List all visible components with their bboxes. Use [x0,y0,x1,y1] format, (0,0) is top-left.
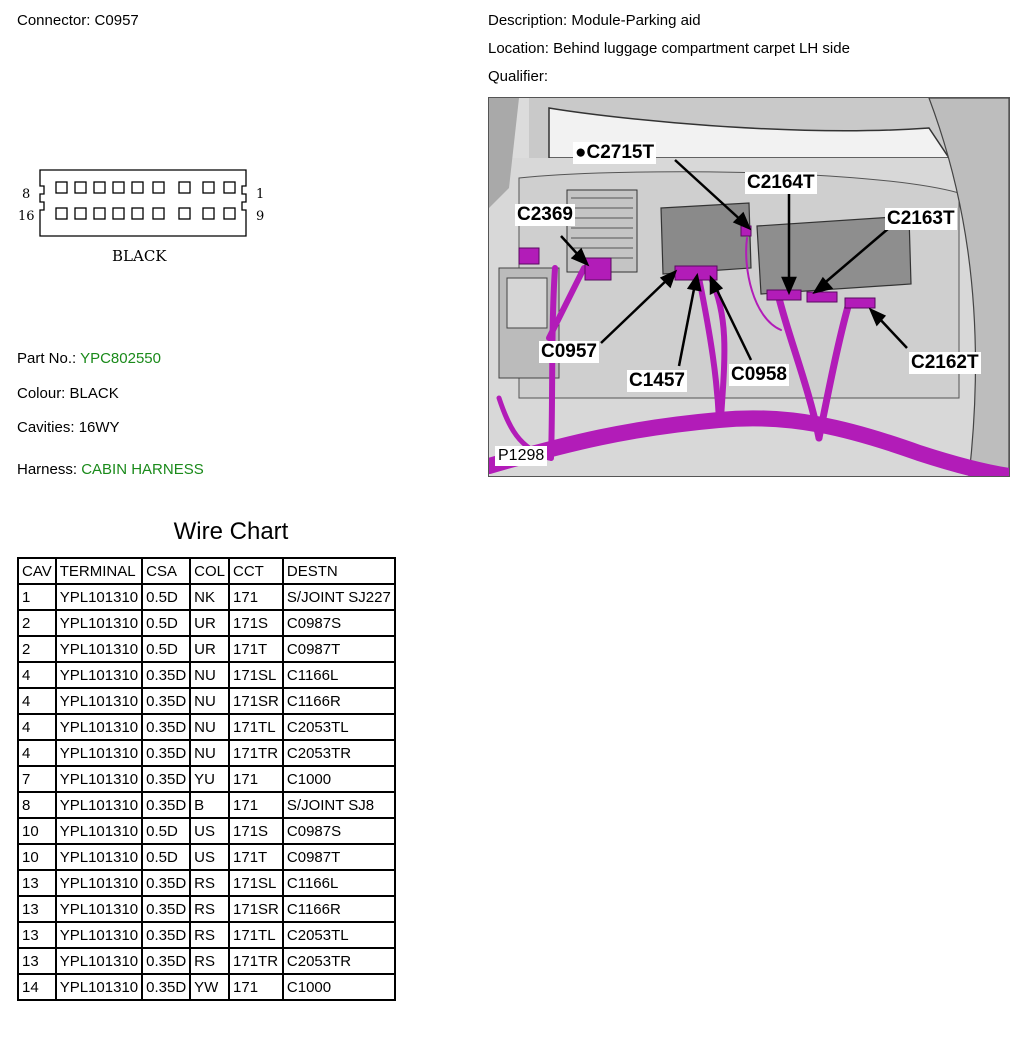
table-row [18,844,395,870]
harness-line [17,461,204,478]
cell-cav: 14 [18,974,56,1000]
pin-16-label: 16 [18,209,35,224]
cell-destn: C0987S [283,818,395,844]
callout-c2164t: C2164T [747,172,815,193]
cell-cav: 13 [18,896,56,922]
table-row [18,818,395,844]
connector-face-diagram [18,160,278,270]
cell-destn: C1166L [283,870,395,896]
qualifier-line [488,68,548,85]
part-no-label: Part No.: [17,350,77,367]
cell-col: NU [190,714,229,740]
location-line [488,40,850,57]
callout-c1457: C1457 [629,370,685,391]
cell-destn: C1166L [283,662,395,688]
cell-cav: 8 [18,792,56,818]
description-label: Description: [488,12,568,29]
cell-cav: 2 [18,610,56,636]
wire-chart-header-row [18,558,395,584]
cell-col: NU [190,662,229,688]
cell-destn: C2053TR [283,740,395,766]
table-row [18,870,395,896]
cell-terminal: YPL101310 [56,636,142,662]
cell-csa: 0.5D [142,610,190,636]
header-col: COL [190,558,229,584]
table-row [18,974,395,1000]
cell-csa: 0.35D [142,766,190,792]
cell-destn: C0987S [283,610,395,636]
cell-csa: 0.35D [142,896,190,922]
cell-cav: 7 [18,766,56,792]
table-row [18,948,395,974]
cell-col: US [190,818,229,844]
cell-destn: C1166R [283,896,395,922]
cell-csa: 0.35D [142,922,190,948]
cell-cct: 171SL [229,662,283,688]
callout-c2163t: C2163T [887,208,955,229]
table-row [18,740,395,766]
cell-col: YW [190,974,229,1000]
harness-link[interactable]: CABIN HARNESS [81,461,204,478]
pin-9-label: 9 [256,209,265,224]
location-label: Location: [488,40,549,57]
header-csa: CSA [142,558,190,584]
cell-destn: C2053TL [283,922,395,948]
cell-cav: 13 [18,922,56,948]
cell-destn: C1000 [283,766,395,792]
cell-cct: 171S [229,610,283,636]
cell-destn: S/JOINT SJ8 [283,792,395,818]
wire-chart-table [17,557,396,1001]
cell-csa: 0.35D [142,948,190,974]
cell-cav: 4 [18,688,56,714]
cell-csa: 0.35D [142,662,190,688]
cell-cav: 4 [18,740,56,766]
cavities-value: 16WY [78,419,120,436]
colour-value: BLACK [69,385,119,402]
cell-terminal: YPL101310 [56,922,142,948]
cell-col: RS [190,948,229,974]
cell-cct: 171T [229,844,283,870]
cell-csa: 0.35D [142,740,190,766]
cell-csa: 0.5D [142,636,190,662]
cell-csa: 0.5D [142,844,190,870]
table-row [18,766,395,792]
cell-col: B [190,792,229,818]
cell-cct: 171TL [229,922,283,948]
cell-cct: 171 [229,584,283,610]
cell-cav: 10 [18,844,56,870]
cell-col: NU [190,688,229,714]
cell-col: NU [190,740,229,766]
callout-p1298: P1298 [495,446,547,466]
location-photo [488,97,1010,477]
cell-terminal: YPL101310 [56,662,142,688]
cell-destn: S/JOINT SJ227 [283,584,395,610]
cell-destn: C2053TL [283,714,395,740]
connector-label: Connector: [17,12,91,29]
colour-label: Colour: [17,385,66,402]
cell-cav: 2 [18,636,56,662]
cell-terminal: YPL101310 [56,714,142,740]
cell-terminal: YPL101310 [56,948,142,974]
cell-terminal: YPL101310 [56,766,142,792]
table-row [18,896,395,922]
cell-terminal: YPL101310 [56,688,142,714]
cell-terminal: YPL101310 [56,792,142,818]
part-no-link[interactable]: YPC802550 [80,350,161,367]
cell-csa: 0.35D [142,870,190,896]
cell-terminal: YPL101310 [56,584,142,610]
cell-cct: 171 [229,974,283,1000]
cell-csa: 0.35D [142,714,190,740]
callout-c2715t: ●C2715T [575,142,655,163]
table-row [18,610,395,636]
cell-cct: 171S [229,818,283,844]
cell-cav: 1 [18,584,56,610]
callout-c2162t: C2162T [911,352,979,373]
cell-terminal: YPL101310 [56,740,142,766]
cell-col: RS [190,896,229,922]
table-row [18,922,395,948]
pin-8-label: 8 [22,187,31,202]
wire-chart-body [18,584,395,1000]
cell-cav: 10 [18,818,56,844]
cell-col: YU [190,766,229,792]
cell-destn: C0987T [283,844,395,870]
cell-terminal: YPL101310 [56,974,142,1000]
part-no-line [17,350,161,367]
cell-csa: 0.35D [142,974,190,1000]
cell-cct: 171T [229,636,283,662]
connector-color-text: BLACK [112,247,167,265]
table-row [18,714,395,740]
cell-cct: 171SL [229,870,283,896]
cell-csa: 0.5D [142,818,190,844]
connector-value: C0957 [94,12,139,29]
callout-c2369: C2369 [517,204,573,225]
cell-terminal: YPL101310 [56,818,142,844]
header-terminal: TERMINAL [56,558,142,584]
cell-cav: 4 [18,714,56,740]
cavities-line [17,419,120,436]
location-value: Behind luggage compartment carpet LH side [553,40,850,57]
table-row [18,792,395,818]
callout-c0957: C0957 [541,341,597,362]
description-value: Module-Parking aid [571,12,701,29]
cell-csa: 0.35D [142,688,190,714]
cell-col: RS [190,922,229,948]
harness-label: Harness: [17,461,78,478]
wire-chart-title: Wire Chart [173,518,289,545]
callout-c0958: C0958 [731,364,787,385]
cell-cct: 171 [229,766,283,792]
cell-csa: 0.5D [142,584,190,610]
cell-destn: C0987T [283,636,395,662]
header-destn: DESTN [283,558,395,584]
cell-terminal: YPL101310 [56,870,142,896]
cell-csa: 0.35D [142,792,190,818]
connector-line [17,12,139,29]
header-cct: CCT [229,558,283,584]
pin-1-label: 1 [256,187,265,202]
cell-cct: 171TR [229,740,283,766]
cell-cct: 171 [229,792,283,818]
cell-cct: 171TR [229,948,283,974]
cell-cct: 171SR [229,896,283,922]
table-row [18,584,395,610]
cell-destn: C2053TR [283,948,395,974]
cell-col: UR [190,610,229,636]
cell-cav: 13 [18,870,56,896]
qualifier-label: Qualifier: [488,68,549,85]
table-row [18,662,395,688]
cavities-label: Cavities: [17,419,75,436]
colour-line [17,385,119,402]
cell-col: NK [190,584,229,610]
table-row [18,636,395,662]
header-cav: CAV [18,558,56,584]
cell-cct: 171TL [229,714,283,740]
cell-col: UR [190,636,229,662]
cell-terminal: YPL101310 [56,610,142,636]
cell-col: RS [190,870,229,896]
cell-col: US [190,844,229,870]
cell-cav: 4 [18,662,56,688]
cell-destn: C1000 [283,974,395,1000]
table-row [18,688,395,714]
cell-cct: 171SR [229,688,283,714]
cell-terminal: YPL101310 [56,896,142,922]
cell-terminal: YPL101310 [56,844,142,870]
cell-cav: 13 [18,948,56,974]
cell-destn: C1166R [283,688,395,714]
description-line [488,12,701,29]
